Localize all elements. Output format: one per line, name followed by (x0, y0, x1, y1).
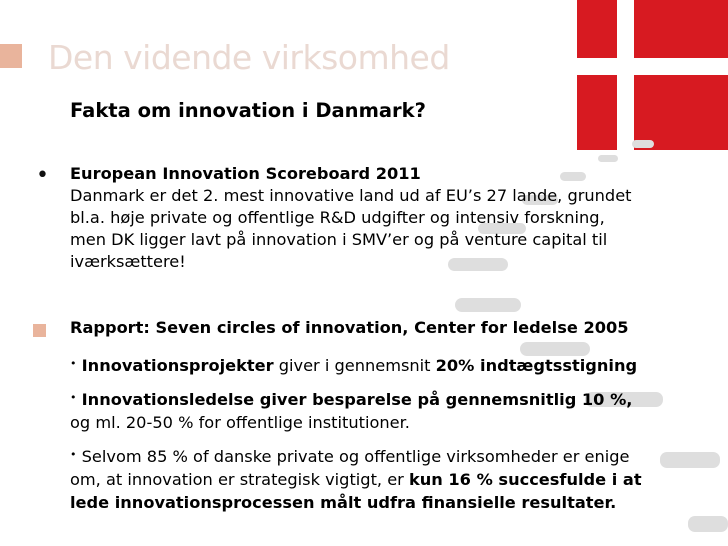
danish-flag-icon (577, 0, 728, 150)
item-text: Selvom 85 % of danske private og offentlige virksomheder er enige (81, 447, 630, 466)
bullet-dot-icon: • (36, 163, 49, 188)
item-bold-text: Innovationsprojekter (81, 356, 274, 375)
list-item (70, 443, 642, 514)
orange-square-icon (0, 44, 22, 68)
section2-heading: Rapport: Seven circles of innovation, Center for ledelse 2005 (70, 318, 629, 337)
item-bold-text: 20% indtægtsstigning (435, 356, 638, 375)
step-shape (455, 298, 521, 312)
section1-heading: European Innovation Scoreboard 2011 (70, 164, 421, 183)
flag-cross-horizontal (577, 58, 728, 75)
item-text: og ml. 20-50 % for offentlige institutioner. (70, 413, 410, 432)
small-bullet-icon: • (70, 391, 77, 404)
item-bold-text: kun 16 % succesfulde i at (408, 470, 642, 489)
section1-paragraph (70, 163, 720, 273)
step-shape (688, 516, 728, 532)
item-text: giver i gennemsnit (273, 356, 436, 375)
step-shape (632, 140, 654, 148)
section1-line: Danmark er det 2. mest innovative land ud af EU’s 27 lande, grundet (70, 186, 632, 205)
list-item (70, 352, 637, 377)
square-bullet-icon (33, 324, 46, 337)
item-bold-text: Innovationsledelse giver besparelse på gennemsnitlig 10 %, (81, 390, 633, 409)
small-bullet-icon: • (70, 448, 77, 461)
item-bold-text: lede innovationsprocessen målt udfra finansielle resultater. (70, 493, 617, 512)
step-shape (598, 155, 618, 162)
slide-title: Den vidende virksomhed (48, 38, 450, 77)
flag-cross-vertical (617, 0, 634, 150)
section1-line: men DK ligger lavt på innovation i SMV’er og på venture capital til (70, 230, 608, 249)
section1-line: iværksættere! (70, 252, 186, 271)
list-item (70, 386, 632, 434)
step-shape (660, 452, 720, 468)
small-bullet-icon: • (70, 357, 77, 370)
slide-subtitle: Fakta om innovation i Danmark? (70, 99, 426, 122)
item-text: om, at innovation er strategisk vigtigt, er (70, 470, 409, 489)
section1-line: bl.a. høje private og offentlige R&D udgifter og intensiv forskning, (70, 208, 605, 227)
